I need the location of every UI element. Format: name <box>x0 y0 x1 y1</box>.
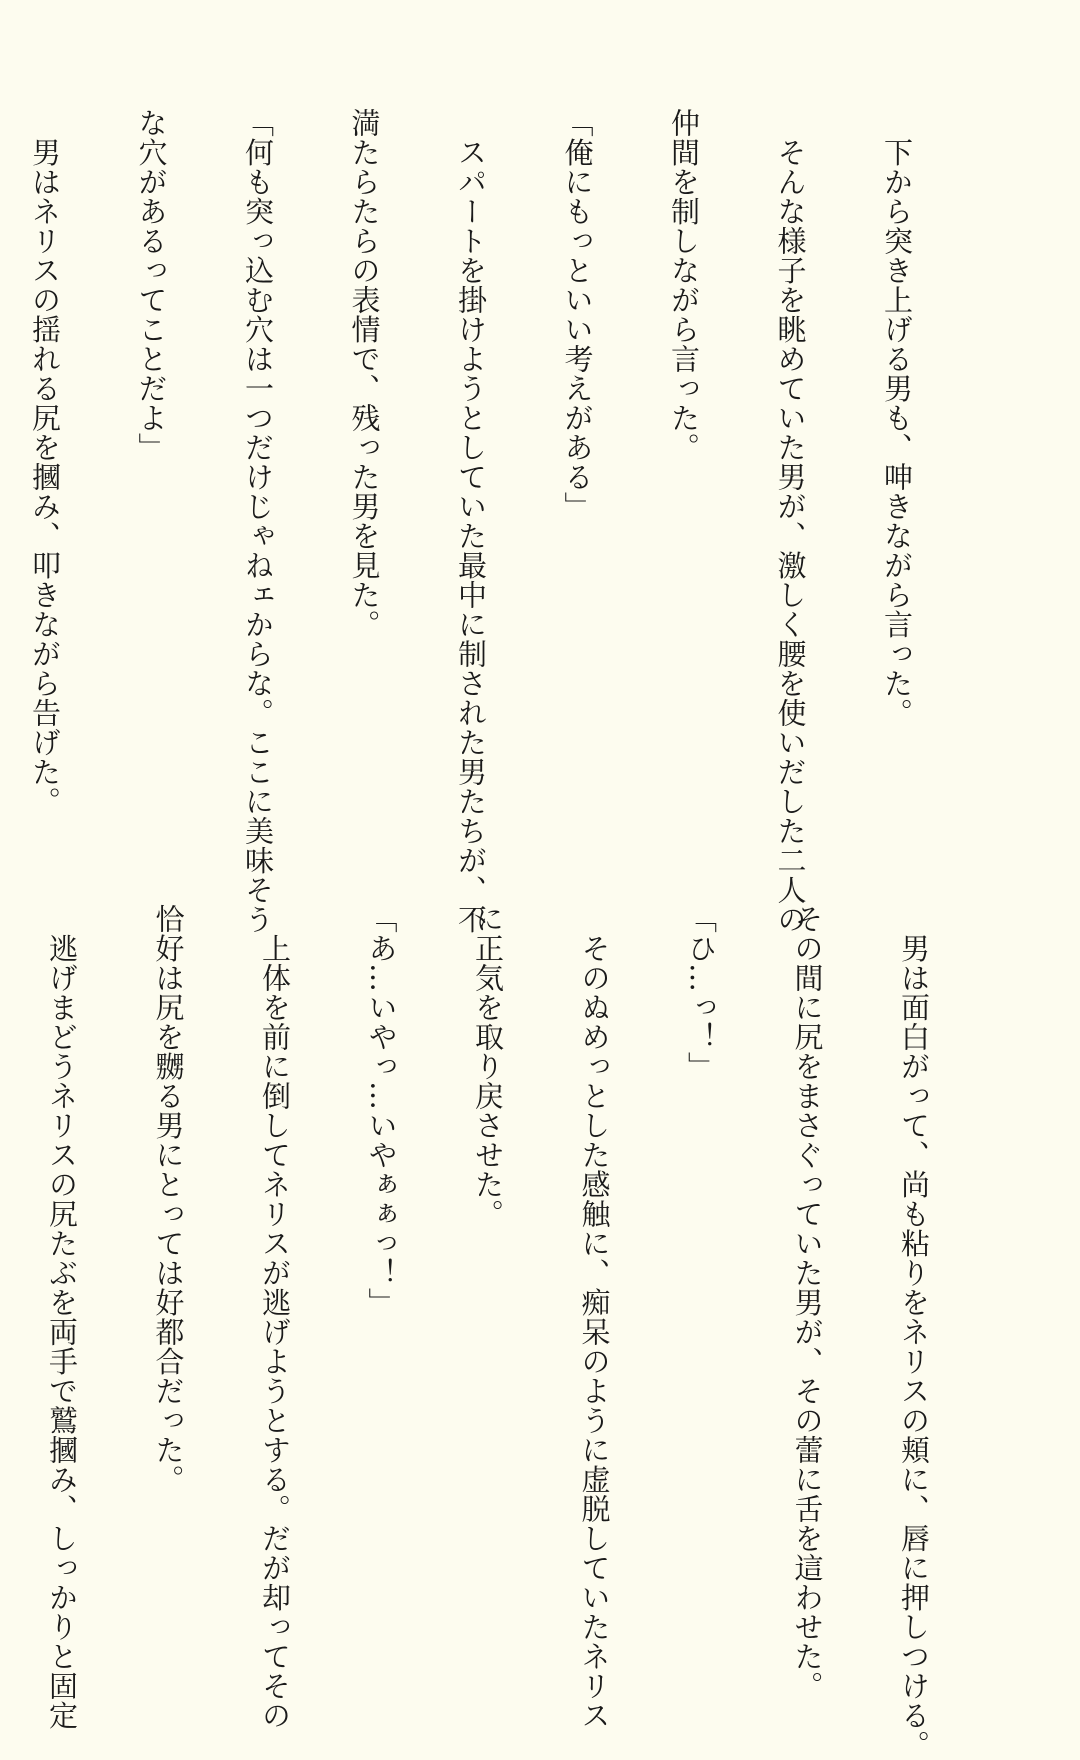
text-line: その間に尻をまさぐっていた男が、その蕾に舌を這わせた。 <box>790 904 825 1701</box>
text-line: 「ひ…っ！」 <box>684 904 718 1081</box>
text-line: 逃げまどうネリスの尻たぶを両手で鷲摑み、しっかりと固定 <box>45 904 79 1730</box>
text-line: 下から突き上げる男も、呻きながら言った。 <box>880 108 914 728</box>
lower-text-block <box>0 904 1002 1760</box>
text-line: 「あ…いやっ…いやぁぁっ！」 <box>364 904 399 1317</box>
text-line: な穴があるってことだよ」 <box>134 108 169 462</box>
text-line: 満たらたらの表情で、残った男を見た。 <box>347 108 382 639</box>
text-line: そんな様子を眺めていた男が、激しく腰を使いだした二人の <box>773 108 808 934</box>
text-line: 「何も突っ込む穴は一つだけじゃねェからな。ここに美味そう <box>241 108 275 934</box>
text-line: 男は面白がって、尚も粘りをネリスの頬に、唇に押しつける。 <box>897 904 931 1760</box>
text-line: に正気を取り戻させた。 <box>471 904 505 1229</box>
upper-text-block <box>0 108 985 934</box>
text-line: 上体を前に倒してネリスが逃げようとする。だが却ってその <box>258 904 292 1730</box>
text-line: 「俺にもっといい考えがある」 <box>560 108 595 521</box>
text-line: 仲間を制しながら言った。 <box>667 108 701 462</box>
text-line: 男はネリスの揺れる尻を摑み、叩きながら告げた。 <box>28 108 62 816</box>
text-line: スパートを掛けようとしていた最中に制された男たちが、不 <box>454 108 488 934</box>
text-line: 恰好は尻を嬲る男にとっては好都合だった。 <box>151 904 186 1494</box>
text-line: そのぬめっとした感触に、痴呆のように虚脱していたネリス <box>577 904 612 1730</box>
